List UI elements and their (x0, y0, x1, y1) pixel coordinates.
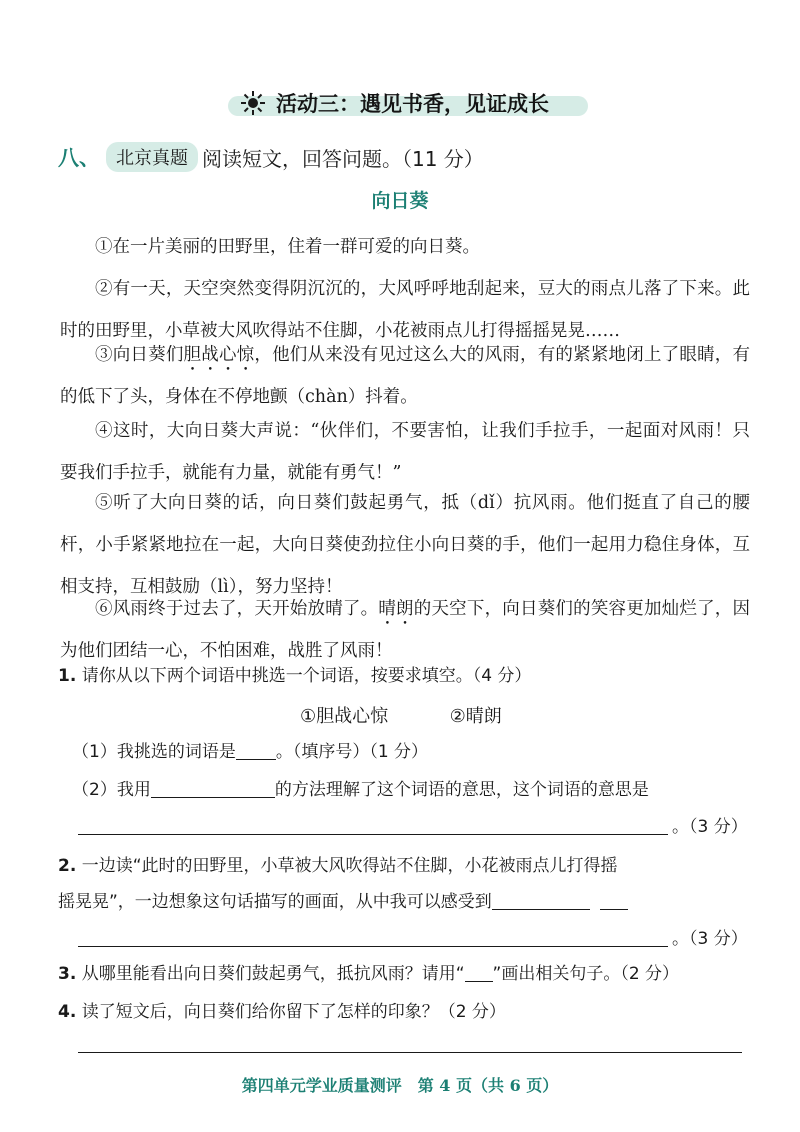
section-instruction: 阅读短文，回答问题。（11 分） (202, 146, 484, 171)
question-4 (58, 994, 758, 1030)
sun-icon (240, 90, 266, 116)
dotted-word-1: 胆战心惊 (183, 345, 255, 365)
answer-blank-3[interactable] (492, 891, 590, 910)
activity-title: 活动三：遇见书香，见证成长 (276, 92, 549, 116)
paragraph-6-end: 的天空下，向日葵们的笑容更加灿烂了，因为他们团结一心，不怕困难，战胜了风雨！ (60, 599, 751, 661)
question-2-number: 2. (58, 856, 77, 876)
underline-sample (465, 963, 493, 982)
paragraph-1: ①在一片美丽的田野里，住着一群可爱的向日葵。 (95, 237, 480, 257)
paragraph-3-start: ③向日葵们 (95, 345, 184, 365)
answer-blank-1[interactable] (236, 741, 276, 760)
question-1 (58, 658, 758, 694)
question-3-number: 3. (58, 964, 77, 984)
paragraph-3 (60, 334, 750, 418)
question-2-end: 。（3 分） (672, 929, 748, 949)
paragraph-3-end: ，他们从来没有见过这么大的风雨，有的紧紧地闭上了眼睛，有的低下了头，身体在不停地颤（chàn）抖着。 (60, 345, 751, 407)
answer-line-2[interactable] (78, 946, 668, 947)
question-2 (58, 848, 758, 884)
answer-blank-4[interactable] (600, 891, 628, 910)
answer-line-1[interactable] (78, 834, 668, 835)
question-2-text-a: 一边读“此时的田野里，小草被大风吹得站不住脚，小花被雨点儿打得摇 (81, 856, 618, 876)
question-2-line-2 (58, 884, 758, 920)
question-2-text-b: 摇晃晃”，一边想象这句话描写的画面，从中我可以感受到 (58, 892, 492, 912)
question-1-end: 。（3 分） (672, 817, 748, 837)
paragraph-4: ④这时，大向日葵大声说：“伙伴们，不要害怕，让我们手拉手，一起面对风雨！只要我们手拉手，就能有力量，就能有勇气！” (60, 421, 750, 483)
word-options (300, 702, 502, 728)
question-3: 3. 从哪里能看出向日葵们鼓起勇气，抵抗风雨？请用“ ”画出相关句子。（2 分） (58, 964, 680, 984)
source-tag: 北京真题 (106, 142, 198, 172)
activity-banner (240, 86, 549, 120)
question-4-text: 读了短文后，向日葵们给你留下了怎样的印象？（2 分） (81, 1002, 506, 1022)
section-heading (58, 140, 484, 174)
question-4-number: 4. (58, 1002, 77, 1022)
dotted-word-2: 晴朗 (378, 599, 414, 619)
page-footer: 第四单元学业质量测评 第 4 页（共 6 页） (241, 1076, 559, 1095)
question-1-sub-1: （1）我挑选的词语是 。（填序号）（1 分） (72, 742, 429, 762)
paragraph-5: ⑤听了大向日葵的话，向日葵们鼓起勇气，抵（dǐ）抗风雨。他们挺直了自己的腰杆，小手紧紧地拉在一起，大向日葵使劲拉住小向日葵的手，他们一起用力稳住身体，互相支持，互相鼓励（lì），努力坚持！ (60, 493, 750, 597)
question-1-text: 请你从以下两个词语中挑选一个词语，按要求填空。（4 分） (81, 666, 532, 686)
answer-line-3[interactable] (78, 1052, 742, 1053)
answer-blank-2[interactable] (151, 779, 275, 798)
section-number: 八、 (58, 146, 100, 170)
word-option-1: ①胆战心惊 (300, 706, 389, 727)
paragraph-6-start: ⑥风雨终于过去了，天开始放晴了。 (95, 599, 379, 619)
question-1-sub-2: （2）我用 的方法理解了这个词语的意思，这个词语的意思是 (72, 780, 649, 800)
paragraph-2: ②有一天，天空突然变得阴沉沉的，大风呼呼地刮起来，豆大的雨点儿落了下来。此时的田野里，小草被大风吹得站不住脚，小花被雨点儿打得摇摇晃晃…… (60, 279, 750, 341)
word-option-2: ②晴朗 (449, 706, 502, 727)
passage-title: 向日葵 (371, 190, 429, 212)
question-1-number: 1. (58, 666, 77, 686)
